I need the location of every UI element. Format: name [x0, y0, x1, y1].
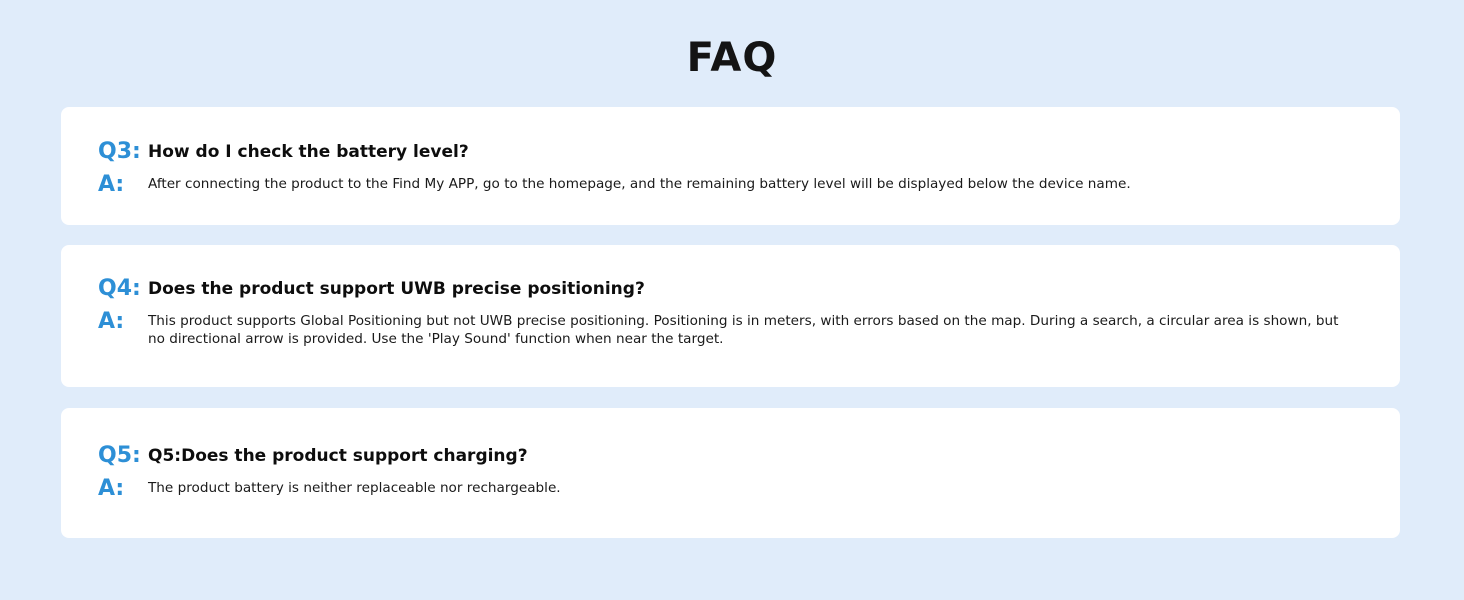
answer-text: The product battery is neither replaceable nor rechargeable. [148, 480, 561, 496]
faq-card-q4 [61, 245, 1400, 387]
answer-tag: A: [98, 172, 125, 197]
page-title: FAQ [686, 35, 778, 81]
question-text: How do I check the battery level? [148, 142, 469, 162]
answer-tag: A: [98, 309, 125, 334]
question-tag: Q5: [98, 443, 141, 468]
answer-text: This product supports Global Positioning but not UWB precise positioning. Positioning is in meters, with errors based on the map. During a search, a circular area is shown, but no directional arrow is provided. Use the 'Play Sound' function when near the target. [148, 313, 1339, 347]
faq-card-q5 [61, 408, 1400, 538]
faq-question-row [98, 138, 1340, 166]
faq-question-row [98, 442, 1340, 470]
answer-tag: A: [98, 476, 125, 501]
faq-card-q3 [61, 107, 1400, 225]
question-text: Q5:Does the product support charging? [148, 446, 528, 466]
question-tag: Q3: [98, 139, 141, 164]
question-text: Does the product support UWB precise positioning? [148, 279, 645, 299]
faq-question-row [98, 275, 1340, 303]
question-tag: Q4: [98, 276, 141, 301]
answer-text: After connecting the product to the Find My APP, go to the homepage, and the remaining battery level will be displayed below the device name. [148, 176, 1131, 192]
